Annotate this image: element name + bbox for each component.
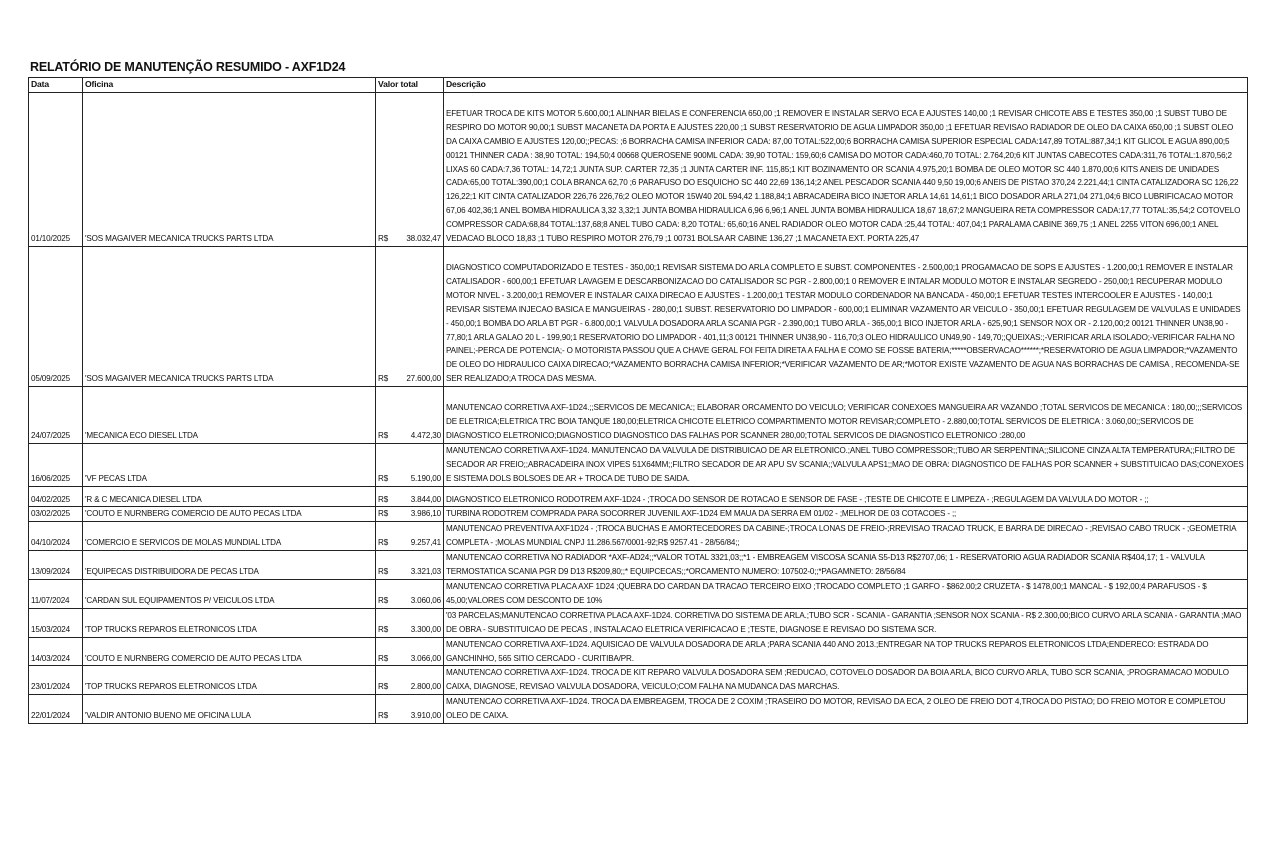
currency-symbol: R$ bbox=[378, 509, 389, 519]
row-shop: 'R & C MECANICA DIESEL LTDA bbox=[83, 486, 376, 507]
row-date: 04/10/2024 bbox=[29, 522, 83, 551]
row-value bbox=[376, 580, 444, 609]
row-shop: 'VALDIR ANTONIO BUENO ME OFICINA LULA bbox=[83, 695, 376, 724]
table-header-row bbox=[29, 78, 1248, 93]
table-row bbox=[29, 507, 1248, 522]
value-amount: 3.321,03 bbox=[410, 567, 441, 577]
row-date: 01/10/2025 bbox=[29, 92, 83, 246]
row-value bbox=[376, 507, 444, 522]
currency-symbol: R$ bbox=[378, 567, 389, 577]
report-title: RELATÓRIO DE MANUTENÇÃO RESUMIDO - AXF1D24 bbox=[30, 60, 346, 74]
value-amount: 3.066,00 bbox=[410, 653, 441, 663]
currency-symbol: R$ bbox=[378, 624, 389, 634]
row-value bbox=[376, 246, 444, 386]
row-description: MANUTENCAO CORRETIVA AXF-1D24. AQUISICAO DE VALVULA DOSADORA DE ARLA ;PARA SCANIA 440 ANO 2013.;ENTREGAR NA TOP TRUCKS REPAROS ELETRONICOS LTDA;ENDERECO: ESTRADA DO GANCHINHO, 565 SITIO CERCADO - CURITIBA/PR. bbox=[444, 637, 1248, 666]
header-value: Valor total bbox=[376, 78, 444, 93]
currency-symbol: R$ bbox=[378, 374, 389, 384]
table-row bbox=[29, 486, 1248, 507]
row-shop: 'TOP TRUCKS REPAROS ELETRONICOS LTDA bbox=[83, 666, 376, 695]
table-row bbox=[29, 637, 1248, 666]
header-shop: Oficina bbox=[83, 78, 376, 93]
row-shop: 'SOS MAGAIVER MECANICA TRUCKS PARTS LTDA bbox=[83, 92, 376, 246]
row-description: DIAGNOSTICO ELETRONICO RODOTREM AXF-1D24 - ;TROCA DO SENSOR DE ROTACAO E SENSOR DE FASE - ;TESTE DE CHICOTE E LIMPEZA - ;REGULAGEM DA VALVULA DO MOTOR - ;; bbox=[444, 486, 1248, 507]
value-amount: 3.986,10 bbox=[410, 509, 441, 519]
currency-symbol: R$ bbox=[378, 430, 389, 440]
row-value bbox=[376, 486, 444, 507]
row-description: MANUTENCAO CORRETIVA PLACA AXF 1D24 ;QUEBRA DO CARDAN DA TRACAO TERCEIRO EIXO ;TROCADO COMPLETO ;1 GARFO - $862.00;2 CRUZETA - $ 1478,00;1 MANCAL - $ 192,00;4 PARAFUSOS - $ 45,00;VALORES COM DESCONTO DE 10% bbox=[444, 580, 1248, 609]
row-shop: 'SOS MAGAIVER MECANICA TRUCKS PARTS LTDA bbox=[83, 246, 376, 386]
row-date: 05/09/2025 bbox=[29, 246, 83, 386]
row-date: 03/02/2025 bbox=[29, 507, 83, 522]
table-body bbox=[29, 92, 1248, 723]
value-amount: 9.257,41 bbox=[410, 538, 441, 548]
row-date: 22/01/2024 bbox=[29, 695, 83, 724]
row-description: MANUTENCAO CORRETIVA AXF-1D24.;;SERVICOS DE MECANICA:; ELABORAR ORCAMENTO DO VEICULO; VERIFICAR CONEXOES MANGUEIRA AR VAZANDO ;TOTAL SERVICOS DE MECANICA : 180,00;;;SERVICOS DE ELETRICA;ELETRICA TRC BOIA TANQUE 180,00;ELETRICA CHICOTE ELETRICO COMPARTIMENTO MOTOR REVISAR;COMPLETO - 2.880,00;TOTAL SERVICOS DE ELETRICA : 3.060,00;;SERVICOS DE DIAGNOSTICO ELETRONICO;DIAGNOSTICO DIAGNOSTICO DAS FALHAS POR SCANNER 280,00;TOTAL SERVICOS DE DIAGNOSTICO ELETRONICO :280,00 bbox=[444, 387, 1248, 444]
row-shop: 'VF PECAS LTDA bbox=[83, 443, 376, 486]
currency-symbol: R$ bbox=[378, 595, 389, 605]
value-amount: 27.600,00 bbox=[406, 374, 441, 384]
table-row bbox=[29, 695, 1248, 724]
row-description: MANUTENCAO CORRETIVA AXF-1D24. MANUTENCAO DA VALVULA DE DISTRIBUICAO DE AR ELETRONICO.;ANEL TUBO COMPRESSOR;;TUBO AR SERPENTINA;;SILICONE CINZA ALTA TEMPERATURA;;FILTRO DE SECADOR AR FREIO;;ABRACADEIRA INOX VIPES 51X64MM;;FILTRO SECADOR DE AR APU SV SCANIA;;VALVULA APS1;;MAO DE OBRA: DIAGNOSTICO DE FALHAS POR SCANNER + SUBSTITUICAO DAS;CONEXOES E SISTEMA DOLS BOLSOES DE AR + TROCA DE TUBO DE SAIDA. bbox=[444, 443, 1248, 486]
header-date: Data bbox=[29, 78, 83, 93]
table-row bbox=[29, 246, 1248, 386]
row-date: 16/06/2025 bbox=[29, 443, 83, 486]
row-date: 23/01/2024 bbox=[29, 666, 83, 695]
value-amount: 5.190,00 bbox=[410, 473, 441, 483]
row-description: TURBINA RODOTREM COMPRADA PARA SOCORRER JUVENIL AXF-1D24 EM MAUA DA SERRA EM 01/02 - ;MELHOR DE 03 COTACOES - ;; bbox=[444, 507, 1248, 522]
row-shop: 'CARDAN SUL EQUIPAMENTOS P/ VEICULOS LTDA bbox=[83, 580, 376, 609]
table-row bbox=[29, 666, 1248, 695]
row-date: 15/03/2024 bbox=[29, 608, 83, 637]
currency-symbol: R$ bbox=[378, 682, 389, 692]
currency-symbol: R$ bbox=[378, 653, 389, 663]
value-amount: 3.910,00 bbox=[410, 711, 441, 721]
table-row bbox=[29, 443, 1248, 486]
row-date: 14/03/2024 bbox=[29, 637, 83, 666]
row-shop: 'COUTO E NURNBERG COMERCIO DE AUTO PECAS LTDA bbox=[83, 637, 376, 666]
row-value bbox=[376, 522, 444, 551]
row-description: MANUTENCAO CORRETIVA NO RADIADOR *AXF-AD24;;*VALOR TOTAL 3321,03;;*1 - EMBREAGEM VISCOSA SCANIA S5-D13 R$2707,06; 1 - RESERVATORIO AGUA RADIADOR SCANIA R$404,17; 1 - VALVULA TERMOSTATICA SCANIA PGR D9 D13 R$209,80;;* EQUIPCECAS;;*ORCAMENTO NUMERO: 107502-0;;*PAGAMNETO: 28/56/84 bbox=[444, 551, 1248, 580]
row-description: '03 PARCELAS;MANUTENCAO CORRETIVA PLACA AXF-1D24. CORRETIVA DO SISTEMA DE ARLA.;TUBO SCR - SCANIA - GARANTIA ;SENSOR NOX SCANIA - R$ 2.300,00;BICO CURVO ARLA SCANIA - GARANTIA ;MAO DE OBRA - SUBSTITUICAO DE PECAS , INSTALACAO ELETRICA VERIFICACAO E ;TESTE, DIAGNOSE E REVISAO DO SISTEMA SCR. bbox=[444, 608, 1248, 637]
row-value bbox=[376, 666, 444, 695]
row-value bbox=[376, 443, 444, 486]
header-description: Descrição bbox=[444, 78, 1248, 93]
row-value bbox=[376, 608, 444, 637]
value-amount: 2.800,00 bbox=[410, 682, 441, 692]
row-shop: 'MECANICA ECO DIESEL LTDA bbox=[83, 387, 376, 444]
row-shop: 'TOP TRUCKS REPAROS ELETRONICOS LTDA bbox=[83, 608, 376, 637]
row-value bbox=[376, 92, 444, 246]
row-shop: 'COMERCIO E SERVICOS DE MOLAS MUNDIAL LTDA bbox=[83, 522, 376, 551]
currency-symbol: R$ bbox=[378, 494, 389, 504]
currency-symbol: R$ bbox=[378, 473, 389, 483]
row-date: 24/07/2025 bbox=[29, 387, 83, 444]
currency-symbol: R$ bbox=[378, 234, 389, 244]
row-shop: 'EQUIPECAS DISTRIBUIDORA DE PECAS LTDA bbox=[83, 551, 376, 580]
row-value bbox=[376, 387, 444, 444]
row-value bbox=[376, 551, 444, 580]
value-amount: 3.060,06 bbox=[410, 595, 441, 605]
table-row bbox=[29, 387, 1248, 444]
currency-symbol: R$ bbox=[378, 711, 389, 721]
value-amount: 3.844,00 bbox=[410, 494, 441, 504]
row-date: 11/07/2024 bbox=[29, 580, 83, 609]
row-description: MANUTENCAO PREVENTIVA AXF1D24 - ;TROCA BUCHAS E AMORTECEDORES DA CABINE-;TROCA LONAS DE FREIO-;RREVISAO TRACAO TRUCK, E BARRA DE DIRECAO - ;REVISAO CABO TRUCK - ;GEOMETRIA COMPLETA - ;MOLAS MUNDIAL CNPJ 11.286.567/0001-92;R$ 9257.41 - 28/56/84;; bbox=[444, 522, 1248, 551]
value-amount: 38.032,47 bbox=[406, 234, 441, 244]
row-value bbox=[376, 695, 444, 724]
row-shop: 'COUTO E NURNBERG COMERCIO DE AUTO PECAS LTDA bbox=[83, 507, 376, 522]
table-row bbox=[29, 608, 1248, 637]
table-row bbox=[29, 551, 1248, 580]
row-description: EFETUAR TROCA DE KITS MOTOR 5.600,00;1 ALINHAR BIELAS E CONFERENCIA 650,00 ;1 REMOVER E INSTALAR SERVO ECA E AJUSTES 140,00 ;1 REVISAR CHICOTE ABS E TESTES 350,00 ;1 SUBST TUBO DE RESPIRO DO MOTOR 90,00;1 SUBST MACANETA DA PORTA E AJUSTES 220,00 ;1 SUBST RESERVATORIO DE AGUA LIMPADOR 350,00 ;1 EFETUAR REVISAO RADIADOR DE OLEO DA CAIXA 650,00 ;1 SUBST OLEO DA CAIXA CAMBIO E AJUSTES 120,00;;PECAS: ;6 BORRACHA CAMISA INFERIOR CADA: 87,00 TOTAL:522,00;6 BORRACHA CAMISA SUPERIOR ESPECIAL CADA:147,89 TOTAL:887,34;1 KIT GLICOL E AGUA 890,00;5 00121 THINNER CADA : 38,90 TOTAL: 194,50;4 00668 QUEROSENE 900ML CADA: 39,90 TOTAL: 159,60;6 CAMISA DO MOTOR CADA:460,70 TOTAL: 2.764,20;6 KIT JUNTAS CABECOTES CADA:311,76 TOTAL:1.870,56;2 LIXAS 60 CADA:7,36 TOTAL: 14,72;1 JUNTA SUP. CARTER 72,35 ;1 JUNTA CARTER INF. 115,85;1 KIT BOZINAMENTO OR SCANIA 4.975,20;1 BOMBA DE OLEO MOTOR SC 440 1.870,00;6 KITS ANEIS DE UNIDADES CADA:65,00 TOTAL:390,00;1 COLA BRANCA 62,70 ;6 PARAFUSO DO ESQUICHO SC 440 22,69 136,14;2 ANEL PESCADOR SCANIA 440 9,50 19,00;6 ANEIS DE PISTAO 370,24 2.221,44;1 CINTA CATALIZADORA SC 126,22 126,22;1 KIT CINTA CATALIZADOR 226,76 226,76;2 OLEO MOTOR 15W40 20L 594,42 1.188,84;1 ABRACADEIRA BICO INJETOR ARLA 14,61 14,61;1 BICO DOSADOR ARLA 271,04 271,04;6 BICO LUBRIFICACAO MOTOR 67,06 402,36;1 ANEL BOMBA HIDRAULICA 3,32 3,32;1 JUNTA BOMBA HIDRAULICA 6,96 6,96;1 ANEL JUNTA BOMBA HIDRAULICA 18,67 18,67;2 MANGUEIRA RETA COMPRESSOR CADA:17,77 TOTAL:35,54;2 COTOVELO COMPRESSOR CADA:68,84 TOTAL:137,68;8 ANEL TUBO CADA: 8,20 TOTAL: 65,60;16 ANEL RADIADOR OLEO MOTOR CADA :25,44 TOTAL: 407,04;1 PARALAMA CABINE 369,75 ;1 ANEL 2255 VITON 696,00;1 ANEL VEDACAO BLOCO 18,83 ;1 TUBO RESPIRO MOTOR 276,79 ;1 00731 BOLSA AR CABINE 136,27 ;1 MACANETA EXT. PORTA 225,47 bbox=[444, 92, 1248, 246]
row-date: 04/02/2025 bbox=[29, 486, 83, 507]
row-description: MANUTENCAO CORRETIVA AXF-1D24. TROCA DA EMBREAGEM, TROCA DE 2 COXIM ;TRASEIRO DO MOTOR, REVISAO DA ECA, 2 OLEO DE FREIO DOT 4,TROCA DO PISTAO; DO FREIO MOTOR E COMPLETOU OLEO DE CAIXA. bbox=[444, 695, 1248, 724]
row-value bbox=[376, 637, 444, 666]
row-description: MANUTENCAO CORRETIVA AXF-1D24. TROCA DE KIT REPARO VALVULA DOSADORA SEM ;REDUCAO, COTOVELO DOSADOR DA BOIA ARLA, BICO CURVO ARLA, TUBO SCR SCANIA, ;PROGRAMACAO MODULO CAIXA, DIAGNOSE, REVISAO VALVULA DOSADORA, VEICULO;COM FALHA NA MUDANCA DAS MARCHAS. bbox=[444, 666, 1248, 695]
row-date: 13/09/2024 bbox=[29, 551, 83, 580]
maintenance-table bbox=[28, 77, 1248, 724]
table-row bbox=[29, 522, 1248, 551]
currency-symbol: R$ bbox=[378, 538, 389, 548]
row-description: DIAGNOSTICO COMPUTADORIZADO E TESTES - 350,00;1 REVISAR SISTEMA DO ARLA COMPLETO E SUBST. COMPONENTES - 2.500,00;1 PROGAMACAO DE SOPS E AJUSTES - 1.200,00;1 REMOVER E INSTALAR CATALISADOR - 600,00;1 EFETUAR LAVAGEM E DESCARBONIZACAO DO CATALISADOR SC PGR - 2.800,00;1 0 REMOVER E INTALAR MODULO MOTOR E INSTALAR SEGREDO - 250,00;1 RECUPERAR MODULO MOTOR NIVEL - 3.200,00;1 REMOVER E INSTALAR CAIXA DIRECAO E AJUSTES - 1.200,00;1 TESTAR MODULO CORDENADOR NA BANCADA - 450,00;1 EFETUAR TESTES INTERCOOLER E AJUSTES - 140,00;1 REVISAR SISTEMA INJECAO BASICA E MANGUEIRAS - 280,00;1 SUBST. RESERVATORIO DO LIMPADOR - 600,00;1 ELIMINAR VAZAMENTO AR VEICULO - 350,00;1 EFETUAR REGULAGEM DE VALVULAS E UNIDADES - 450,00;1 BOMBA DO ARLA BT PGR - 6.800,00;1 VALVULA DOSADORA ARLA SCANIA PGR - 2.390,00;1 TUBO ARLA - 365,00;1 BICO INJETOR ARLA - 625,90;1 SENSOR NOX OR - 2.120,00;2 00121 THINNER UN38,90 - 77,80;1 ARLA GALAO 20 L - 199,90;1 RESERVATORIO DO LIMPADOR - 401,11;3 00121 THINNER UN38,90 - 116,70;3 OLEO HIDRAULICO UN49,90 - 149,70;;QUEIXAS:;-VERIFICAR ARLA ISOLADO;-VERIFICAR FALHA NO PAINEL;-PERCA DE POTENCIA;- O MOTORISTA PASSOU QUE A CHAVE GERAL FOI FEITA DIRETA A FALHA E COMO SE FOSSE BATERIA;*****OBSERVACAO******;*RESERVATORIO DE AGUA LIMPADOR;*VAZAMENTO DE OLEO DO HIDRAULICO CAIXA DIRECAO;*VAZAMENTO BORRACHA CAMISA INFERIOR;*VERIFICAR VAZAMENTO DE AR;*MOTOR EXISTE VAZAMENTO DE AGUA NAS BORRACHAS DE CAMISA , RECOMENDA-SE SER REALIZADO;A TROCA DAS MESMA. bbox=[444, 246, 1248, 386]
value-amount: 4.472,30 bbox=[410, 430, 441, 440]
value-amount: 3.300,00 bbox=[410, 624, 441, 634]
table-row bbox=[29, 580, 1248, 609]
table-row bbox=[29, 92, 1248, 246]
